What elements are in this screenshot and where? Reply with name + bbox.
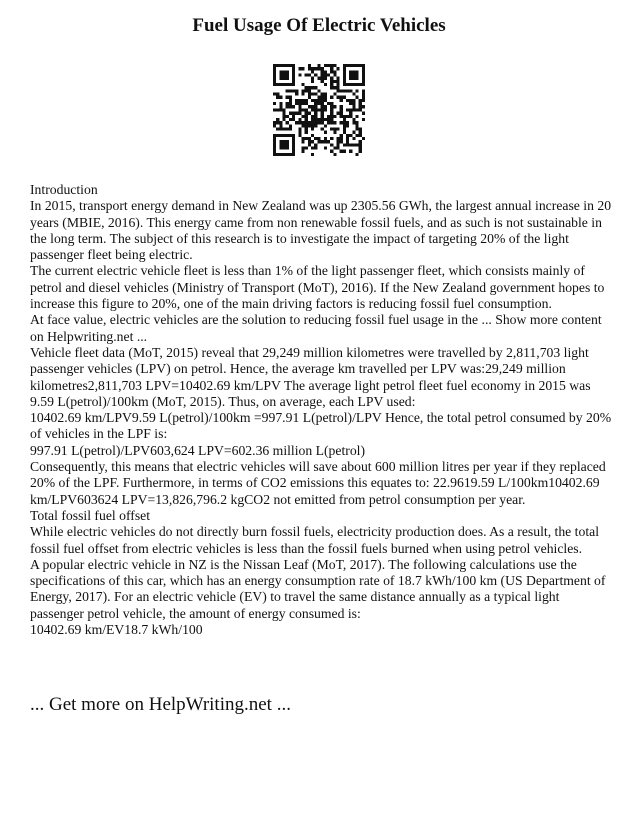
get-more-link[interactable]: ... Get more on HelpWriting.net ... xyxy=(30,694,291,715)
paragraph: In 2015, transport energy demand in New Zealand was up 2305.56 GWh, the largest annual increase in 20 years (MBIE, 2016). This energy came from non renewable fossil fuels, and as such is not sustainable in the long term. The subject of this research is to investigate the impact of targeting 20% of the light passenger fleet being electric. xyxy=(30,198,612,263)
paragraph: Consequently, this means that electric vehicles will save about 600 million litres per year if they replaced 20% of the LPF. Furthermore, in terms of CO2 emissions this equates to: 22.9619.59 L/100km10402.69 km/LPV603624 LPV=13,826,796.2 kgCO2 not emitted from petrol consumption per year. xyxy=(30,459,606,507)
paragraph: At face value, electric vehicles are the solution to reducing fossil fuel usage in the ... Show more content on Helpwriting.net ... xyxy=(30,312,602,344)
section-heading-introduction: Introduction xyxy=(30,182,98,197)
paragraph: The current electric vehicle fleet is less than 1% of the light passenger fleet, which consists mainly of petrol and diesel vehicles (Ministry of Transport (MoT), 2016). If the New Zealand government hopes to increase this figure to 20%, one of the main driving factors is reducing fossil fuel consumption. xyxy=(30,263,605,312)
qr-code-icon xyxy=(273,64,365,156)
equation-line: 10402.69 km/LPV9.59 L(petrol)/100km =997.91 L(petrol)/LPV Hence, the total petrol consumed by 20% of vehicles in the LPF is: xyxy=(30,410,612,442)
equation-line: 997.91 L(petrol)/LPV603,624 LPV=602.36 million L(petrol) xyxy=(30,442,366,458)
article-body xyxy=(30,182,612,638)
section-heading-total-fossil-fuel-offset: Total fossil fuel offset xyxy=(30,507,151,523)
page-title: Fuel Usage Of Electric Vehicles xyxy=(192,15,446,36)
paragraph: Vehicle fleet data (MoT, 2015) reveal that 29,249 million kilometres were travelled by 2,811,703 light passenger vehicles (LPV) on petrol. Hence, the average km travelled per LPV was:29,249 million kilometres2,811,703 LPV=10402.69 km/LPV The average light petrol fleet fuel economy in 2015 was 9.59 L(petrol)/100km (MoT, 2015). Thus, on average, each LPV used: xyxy=(30,344,591,409)
paragraph: A popular electric vehicle in NZ is the Nissan Leaf (MoT, 2017). The following calculations use the specifications of this car, which has an energy consumption rate of 18.7 kWh/100 km (US Department of Energy, 2017). For an electric vehicle (EV) to travel the same distance annually as a typical light passenger petrol vehicle, the amount of energy consumed is: xyxy=(30,556,606,621)
equation-line: 10402.69 km/EV18.7 kWh/100 xyxy=(30,622,203,638)
paragraph: While electric vehicles do not directly burn fossil fuels, electricity production does. As a result, the total fossil fuel offset from electric vehicles is less than the fossil fuels burned when using petrol vehicles. xyxy=(30,524,600,556)
